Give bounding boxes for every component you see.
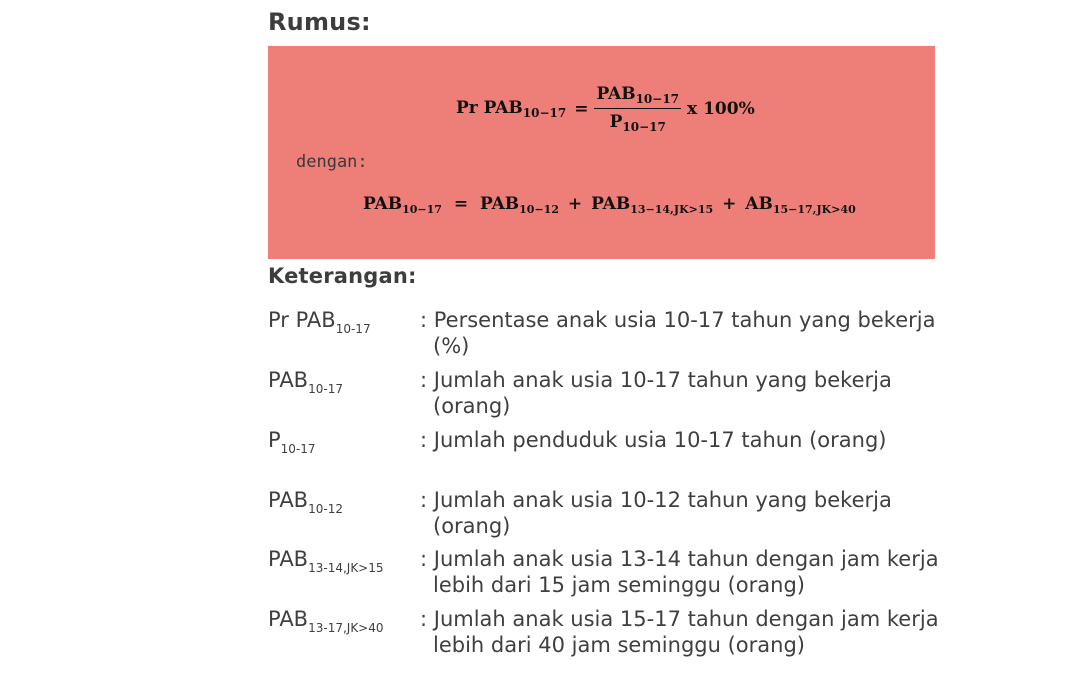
definition-term <box>268 427 316 462</box>
definition-desc: : Jumlah penduduk usia 10-17 tahun (orang) <box>420 428 887 452</box>
dengan-label: dengan: <box>296 152 368 172</box>
fraction-denominator <box>608 109 668 134</box>
sum-plus-1: + <box>567 194 583 214</box>
definition-desc: : Jumlah anak usia 13-14 tahun dengan jam kerja lebih dari 15 jam seminggu (orang) <box>420 547 939 597</box>
term-sub: 10-17 <box>280 442 316 456</box>
term-sub: 13-14,JK>15 <box>308 561 384 575</box>
definition-desc: : Persentase anak usia 10-17 tahun yang bekerja (%) <box>420 308 936 358</box>
sum-term-4: AB <box>745 194 773 214</box>
definition-term <box>268 546 384 581</box>
term-text: PAB <box>268 368 309 392</box>
definition-desc: : Jumlah anak usia 15-17 tahun dengan jam kerja lebih dari 40 jam seminggu (orang) <box>420 607 939 657</box>
sum-term-1: PAB <box>363 194 403 214</box>
sum-equals: = <box>453 194 469 214</box>
term-text: PAB <box>268 547 309 571</box>
keterangan-heading: Keterangan: <box>268 264 417 288</box>
denominator-sub: 10−17 <box>622 120 666 134</box>
definition-term <box>268 367 343 402</box>
sum-plus-2: + <box>722 194 737 214</box>
term-text: P <box>268 428 281 452</box>
formula-lhs-sub: 10−17 <box>522 106 567 120</box>
formula-lhs-text: Pr PAB <box>456 98 523 118</box>
sum-term-3: PAB <box>591 194 631 214</box>
term-sub: 13-17,JK>40 <box>308 621 384 635</box>
formula-percentage <box>456 84 755 134</box>
formula-fraction <box>594 84 681 134</box>
rumus-heading: Rumus: <box>268 8 371 36</box>
term-sub: 10-17 <box>308 382 343 396</box>
sum-term-1-sub: 10−17 <box>402 203 442 216</box>
definition-term <box>268 606 384 641</box>
definition-term <box>268 307 371 342</box>
formula-equals: = <box>574 99 589 119</box>
sum-term-3-sub: 13−14,JK>15 <box>630 203 714 216</box>
term-text: PAB <box>268 488 309 512</box>
sum-term-2-sub: 10−12 <box>519 203 559 216</box>
term-sub: 10-12 <box>308 502 343 516</box>
denominator-text: P <box>609 112 623 132</box>
formula-lhs <box>456 98 566 120</box>
numerator-sub: 10−17 <box>635 92 680 106</box>
definition-desc: : Jumlah anak usia 10-12 tahun yang bekerja (orang) <box>420 488 892 538</box>
formula-multiplier: x 100% <box>687 99 755 119</box>
term-sub: 10-17 <box>335 322 371 336</box>
numerator-text: PAB <box>596 84 636 104</box>
term-text: PAB <box>268 607 309 631</box>
formula-sum <box>363 194 856 216</box>
definition-desc: : Jumlah anak usia 10-17 tahun yang bekerja (orang) <box>420 368 892 418</box>
formula-box <box>268 46 935 259</box>
sum-term-4-sub: 15−17,JK>40 <box>772 203 856 216</box>
term-text: Pr PAB <box>268 308 336 332</box>
definition-term <box>268 487 343 522</box>
fraction-numerator <box>594 84 681 109</box>
sum-term-2: PAB <box>480 194 520 214</box>
